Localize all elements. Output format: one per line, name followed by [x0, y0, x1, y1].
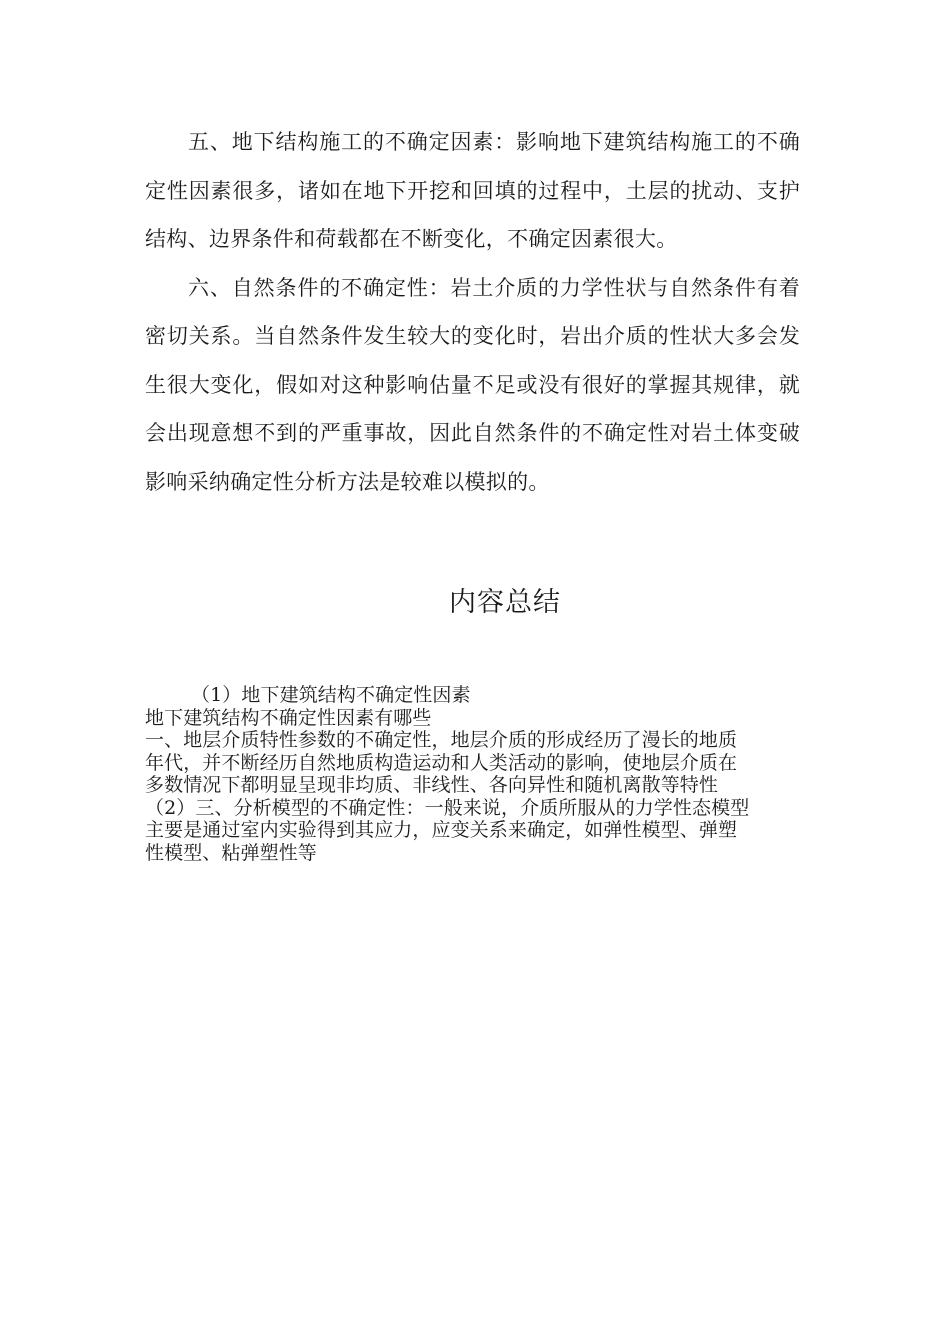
summary-line: 主要是通过室内实验得到其应力，应变关系来确定，如弹性模型、弹塑: [145, 819, 738, 841]
summary-section: [145, 684, 800, 864]
summary-line: 年代，并不断经历自然地质构造运动和人类活动的影响，使地层介质在: [145, 751, 738, 774]
summary-line: （2）三、分析模型的不确定性：一般来说，介质所服从的力学性态模型: [145, 796, 750, 819]
paragraph-natural-conditions-uncertainty: 六、自然条件的不确定性：岩土介质的力学性状与自然条件有着密切关系。当自然条件发生较大的变化时，岩出介质的性状大多会发生很大变化，假如对这种影响估量不足或没有很好的掌握其规律，就会出现意想不到的严重事故，因此自然条件的不确定性对岩土体变破影响采纳确定性分析方法是较难以模拟的。: [145, 275, 800, 494]
body-text-section: [145, 118, 800, 506]
summary-title: 内容总结: [449, 587, 561, 618]
summary-line: 一、地层介质特性参数的不确定性，地层介质的形成经历了漫长的地质: [145, 729, 738, 751]
summary-line: 地下建筑结构不确定性因素有哪些: [145, 706, 432, 729]
paragraph-construction-uncertainty: 五、地下结构施工的不确定因素：影响地下建筑结构施工的不确定性因素很多，诸如在地下开挖和回填的过程中，土层的扰动、支护结构、边界条件和荷载都在不断变化，不确定因素很大。: [145, 130, 800, 251]
summary-line: 多数情况下都明显呈现非均质、非线性、各向异性和随机离散等特性: [145, 774, 719, 796]
summary-line: 性模型、粘弹塑性等: [145, 841, 317, 864]
summary-line: （1）地下建筑结构不确定性因素: [191, 684, 471, 706]
